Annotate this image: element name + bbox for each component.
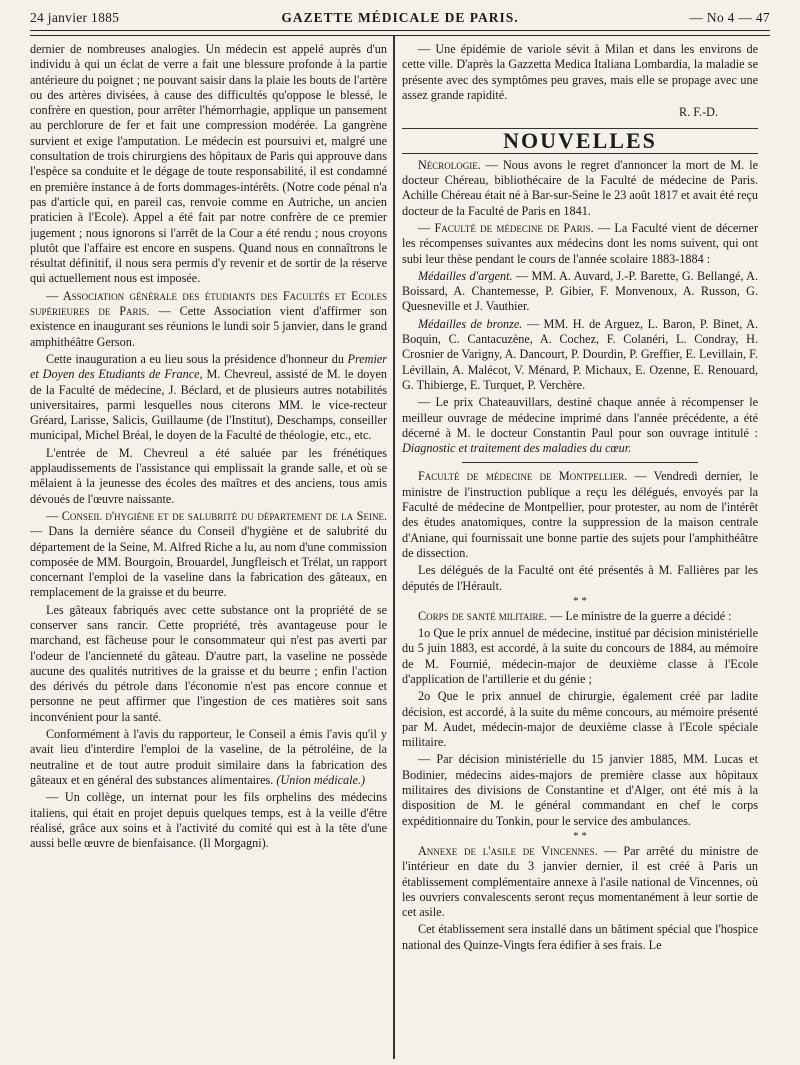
asterism: * *: [573, 829, 587, 842]
paragraph: Faculté de médecine de Montpellier. — Vendredi dernier, le ministre de l'instruction publique a reçu les délégués, envoyés par la Faculté de médecine de Montpellier, pour protester, au nom de l'intérêt des études anatomiques, contre la suppression de la maison centrale d'Aniane, qui fournissait une bonne partie des sujets pour l'amphithéâtre de dissection.: [402, 469, 758, 560]
left-column: [30, 42, 387, 1055]
paragraph: Médailles d'argent. — MM. A. Auvard, J.-P. Barette, G. Bellangé, A. Boissard, A. Chantemesse, P. Gibier, F. Monvenoux, A. Russon, G. Quesneville et J. Vauthier.: [402, 268, 758, 314]
separator: [462, 462, 698, 463]
paragraph: L'entrée de M. Chevreul a été saluée par les frénétiques applaudissements de l'assistance qui emplissait la grande salle, et où se mêlaient à la jeunesse des écoles des maîtres et des anciens, tous amis dévoués de l'œuvre naissante.: [30, 445, 387, 506]
paragraph: Cette inauguration a eu lieu sous la présidence d'honneur du Premier et Doyen des Etudiants de France, M. Chevreul, assisté de M. le doyen de la Faculté de médecine, J. Béclard, et de plusieurs autres notabilités universitaires, parmi lesquelles nous citerons MM. le vice-recteur Gréard, Larisse, Salicis, Guillaume (de l'Institut), Deschamps, conseiller municipal, Michel Bréal, le doyen de la Faculté de théologie, etc., etc.: [30, 351, 387, 443]
column-divider: [393, 36, 395, 1059]
section-title: NOUVELLES: [402, 128, 758, 153]
paragraph: 1o Que le prix annuel de médecine, institué par décision ministérielle du 5 juin 1883, est accordé, à la suite du concours de 1884, au mémoire de M. Fournié, médecin-major de deuxième classe à l'Ecole d'application de l'artillerie et du génie ;: [402, 626, 758, 686]
paragraph: — Par décision ministérielle du 15 janvier 1885, MM. Lucas et Bodinier, médecins aides-majors de première classe aux hôpitaux militaires des divisions de Constantine et d'Alger, ont été mis à la disposition de M. le général commandant en chef le corps expéditionnaire du Tonkin, pour le service des ambulances.: [402, 752, 758, 828]
section-heading: Annexe de l'asile de Vincennes.: [418, 843, 598, 858]
right-column: [402, 42, 758, 1055]
paragraph: Conformément à l'avis du rapporteur, le Conseil a émis l'avis qu'il y avait lieu d'interdire l'emploi de la vaseline, de la pétroléine, de la neutraline et de tout autre produit similaire dans la fabrication des gâteaux et en général des substances alimentaires. (Union médicale.): [30, 727, 387, 787]
header-date: 24 janvier 1885: [30, 10, 120, 25]
emphasis: Premier et Doyen des Etudiants de France,: [30, 351, 387, 382]
paragraph: Cet établissement sera installé dans un bâtiment spécial que l'hospice national des Quinze-Vingts fera édifier à ses frais. Le: [402, 922, 758, 952]
paragraph: dernier de nombreuses analogies. Un médecin est appelé auprès d'un individu à qui un éclat de verre a fait une blessure profonde à la partie antérieure du poignet ; ne pouvant saisir dans la plaie les bouts de l'artère ou des artères divisées, à cause des difficultés qu'oppose le blessé, le confrère en question, pour arrêter l'hémorrhagie, applique un pansement au perchlorure de fer et fait une compression modérée. La gangrène survient et exige l'amputation. Le médecin est poursuivi et, malgré une consultation de trois chirurgiens des hôpitaux de Paris qui approuve dans l'espèce sa conduite et le dégage de toute responsabilité, il est condamné en première instance à de forts dommages-intérêts. (Notre code pénal n'a pas d'article qui, en pareil cas, renvoie comme en Autriche, un ancien praticien à l'Ecole). Appel a été fait par notre confrère de ce premier jugement ; nous ignorons si l'arrêt de la Cour a été rendu ; nous croyons plutôt que l'affaire est encore en suspens. Quand nous en connaîtrons le résultat définitif, il nous sera permis d'y revenir et de sortir de la réserve qui actuellement nous est imposée.: [30, 42, 387, 286]
section-heading: — Association générale des étudiants des Facultés et Ecoles supérieures de Paris.: [30, 288, 387, 319]
paragraph: — Un collège, un internat pour les fils orphelins des médecins italiens, qui était en projet depuis quelques temps, est à la veille d'être réalisé, grâce aux soins et à l'activité du comité qui est à la tête d'une aussi belle œuvre de bienfaisance. (Il Morgagni).: [30, 790, 387, 851]
section-heading: Faculté de médecine de Montpellier.: [418, 469, 628, 484]
header-rule: [30, 30, 770, 36]
book-title: Diagnostic et traitement des maladies du cœur.: [402, 441, 632, 456]
signature: R. F.-D.: [679, 105, 718, 120]
paragraph: Annexe de l'asile de Vincennes. — Par arrêté du ministre de l'intérieur en date du 3 janvier dernier, il est créé à Paris un établissement complémentaire annexe à l'asile national de Vincennes, où les ouvriers convalescents seront reçus momentanément à leur sortie de cet asile.: [402, 843, 758, 920]
paragraph: 2o Que le prix annuel de chirurgie, également créé par ladite décision, est accordé, à la suite du même concours, au mémoire présenté par M. Audet, médecin-major de deuxième classe à l'Ecole spéciale militaire.: [402, 689, 758, 750]
paragraph: Médailles de bronze. — MM. H. de Arguez, L. Baron, P. Binet, A. Boquin, C. Cantacuzène, A. Cochez, F. Colanéri, L. Condray, H. Crosnier de Varigny, A. Dancourt, P. Dourdin, P. Greffier, E. Levillain, F. Lévillain, A. Malécot, V. Ménard, P. Michaux, E. Ozenne, E. Renouard, G. Thibierge, E. Turquet, P. Verchère.: [402, 316, 758, 392]
paragraph: — Faculté de médecine de Paris. — La Faculté vient de décerner les récompenses suivantes aux médecins dont les noms suivent, qui ont subi leur thèse pendant le cours de l'année scolaire 1883-1884 :: [402, 220, 758, 266]
paragraph: — Conseil d'hygiène et de salubrité du département de la Seine. — Dans la dernière séance du Conseil d'hygiène et de salubrité du département de la Seine, M. Alfred Riche a lu, au nom d'une commission composée de MM. Bourgoin, Brouardel, Jungfleisch et Trélat, un rapport concernant l'emploi de la vaseline dans la fabrication des gâteaux, en remplacement de la graisse et du beurre.: [30, 508, 387, 600]
section-heading: — Conseil d'hygiène et de salubrité du département de la Seine.: [46, 508, 387, 523]
section-heading: Corps de santé militaire.: [418, 608, 548, 623]
paragraph: Nécrologie. — Nous avons le regret d'annoncer la mort de M. le docteur Chéreau, bibliothécaire de la Faculté de médecine de Paris. Achille Chéreau était né à Bar-sur-Seine le 23 août 1817 et avait été reçu docteur de la Faculté de Paris en 1841.: [402, 157, 758, 218]
header-title: GAZETTE MÉDICALE DE PARIS.: [281, 10, 519, 25]
paragraph: Corps de santé militaire. — Le ministre de la guerre a décidé :: [418, 608, 732, 623]
paragraph: Les délégués de la Faculté ont été présentés à M. Fallières par les députés de l'Hérault.: [402, 563, 758, 593]
paragraph: — Une épidémie de variole sévit à Milan et dans les environs de cette ville. D'après la Gazzetta Medica Italiana Lombardia, la maladie se présente avec des symptômes peu graves, mais elle se propage avec une assez grande rapidité.: [402, 42, 758, 102]
subheading: Médailles d'argent.: [418, 268, 513, 283]
paragraph: — Le prix Chateauvillars, destiné chaque année à récompenser le meilleur ouvrage de médecine imprimé dans l'année précédente, a été décerné à M. le docteur Constantin Paul pour son ouvrage intitulé : Diagnostic et traitement des maladies du cœur.: [402, 395, 758, 456]
page-header: [30, 8, 770, 32]
paragraph: Les gâteaux fabriqués avec cette substance ont la propriété de se conserver sans rancir. Cette propriété, très avantageuse pour le marchand, est fâcheuse pour le consommateur qui n'est pas averti par l'odeur de l'ancienneté du gâteau. D'autre part, la vaseline ne possède aucune des qualités nutritives de la graisse et du beurre ; enfin l'action des dérivés du pétrole dans l'économie n'est pas encore connue et personne ne peut affirmer que l'ingestion de ces matières soit sans inconvénient pour la santé.: [30, 602, 387, 724]
subheading: Médailles de bronze.: [418, 316, 523, 331]
section-heading: Nécrologie.: [418, 157, 481, 172]
asterism: * *: [573, 594, 587, 607]
section-heading: — Faculté de médecine de Paris.: [418, 220, 594, 235]
paragraph: — Association générale des étudiants des Facultés et Ecoles supérieures de Paris. — Cette Association vient d'affirmer son existence en inaugurant ses réunions le lundi soir 5 janvier, dans le grand amphithéâtre Gerson.: [30, 288, 387, 349]
source-citation: (Union médicale.): [276, 772, 366, 787]
header-issue: — No 4 — 47: [689, 10, 770, 25]
